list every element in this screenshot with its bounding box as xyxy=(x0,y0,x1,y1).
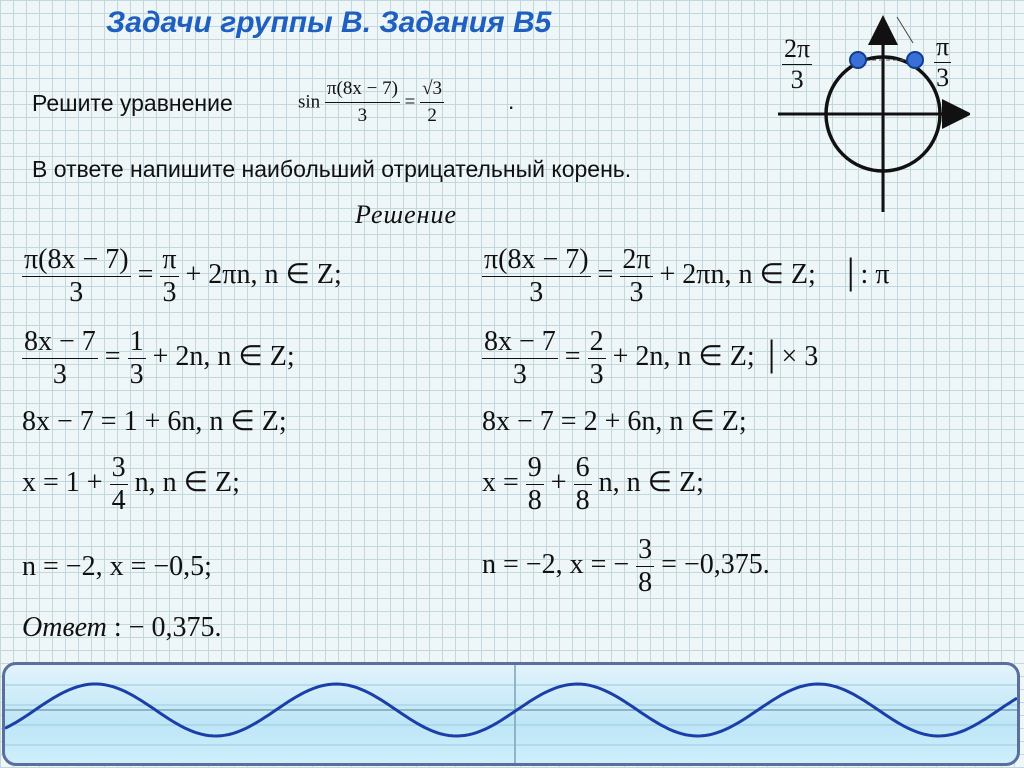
task-instruction: В ответе напишите наибольший отрицательный корень. xyxy=(32,156,632,182)
circle-label-2pi-3: $\frac{2\pi}{3}$ xyxy=(784,34,811,94)
left-step-2: $\frac{8x - 7}{3}$ = $\frac{1}{3}$ + 2n, n ∈ Z; xyxy=(24,326,295,390)
solution-heading: Решение xyxy=(355,200,458,229)
answer-label: Ответ xyxy=(22,612,107,643)
equation-fraction xyxy=(325,78,400,127)
point-pi-3 xyxy=(907,52,923,68)
left-step-4: x = 1 + $\frac{3}{4}$ n, n ∈ Z; xyxy=(22,452,240,516)
answer-line xyxy=(22,614,221,642)
equation-rhs xyxy=(420,78,444,127)
decorative-sine-bar xyxy=(2,662,1020,766)
left-step-5: n = −2, x = −0,5; xyxy=(22,551,212,582)
answer-value: : − 0,375. xyxy=(113,612,222,643)
fraction-numerator: π(8x − 7) xyxy=(325,78,400,103)
right-step-4: x = $\frac{9}{8}$ + $\frac{6}{8}$ n, n ∈ Z; xyxy=(482,452,704,516)
right-step-2: $\frac{8x - 7}{3}$ = $\frac{2}{3}$ + 2n, n ∈ Z; │× 3 xyxy=(484,326,819,390)
operation-multiply-3: │× 3 xyxy=(761,340,819,372)
operation-divide-pi: │: π xyxy=(840,258,890,290)
task-prompt: Решите уравнение xyxy=(32,90,233,116)
fraction-denominator: 3 xyxy=(357,105,368,126)
right-step-5: n = −2, x = − $\frac{3}{8}$ = −0,375. xyxy=(482,534,770,598)
sin-function: sin xyxy=(298,91,321,113)
right-step-1: $\frac{\pi(8x - 7)}{3}$ = $\frac{2\pi}{3}$ + 2πn, n ∈ Z; │: π xyxy=(484,244,890,308)
left-step-1: $\frac{\pi(8x - 7)}{3}$ = $\frac{\pi}{3}$ + 2πn, n ∈ Z; xyxy=(24,244,342,308)
task-period: . xyxy=(508,88,515,114)
right-step-3: 8x − 7 = 2 + 6n, n ∈ Z; xyxy=(482,406,747,437)
page-title: Задачи группы В. Задания В5 xyxy=(106,6,552,39)
rhs-numerator: √3 xyxy=(420,78,444,103)
left-step-3: 8x − 7 = 1 + 6n, n ∈ Z; xyxy=(22,406,287,437)
rhs-denominator: 2 xyxy=(427,105,437,126)
sine-wave xyxy=(5,665,1017,763)
point-2pi-3 xyxy=(850,52,866,68)
circle-label-pi-3: $\frac{\pi}{3}$ xyxy=(936,32,950,92)
task-equation: sin $\frac{\pi(8x - 7)}{3}$ = $\frac{√3}{2}$ xyxy=(298,78,443,126)
